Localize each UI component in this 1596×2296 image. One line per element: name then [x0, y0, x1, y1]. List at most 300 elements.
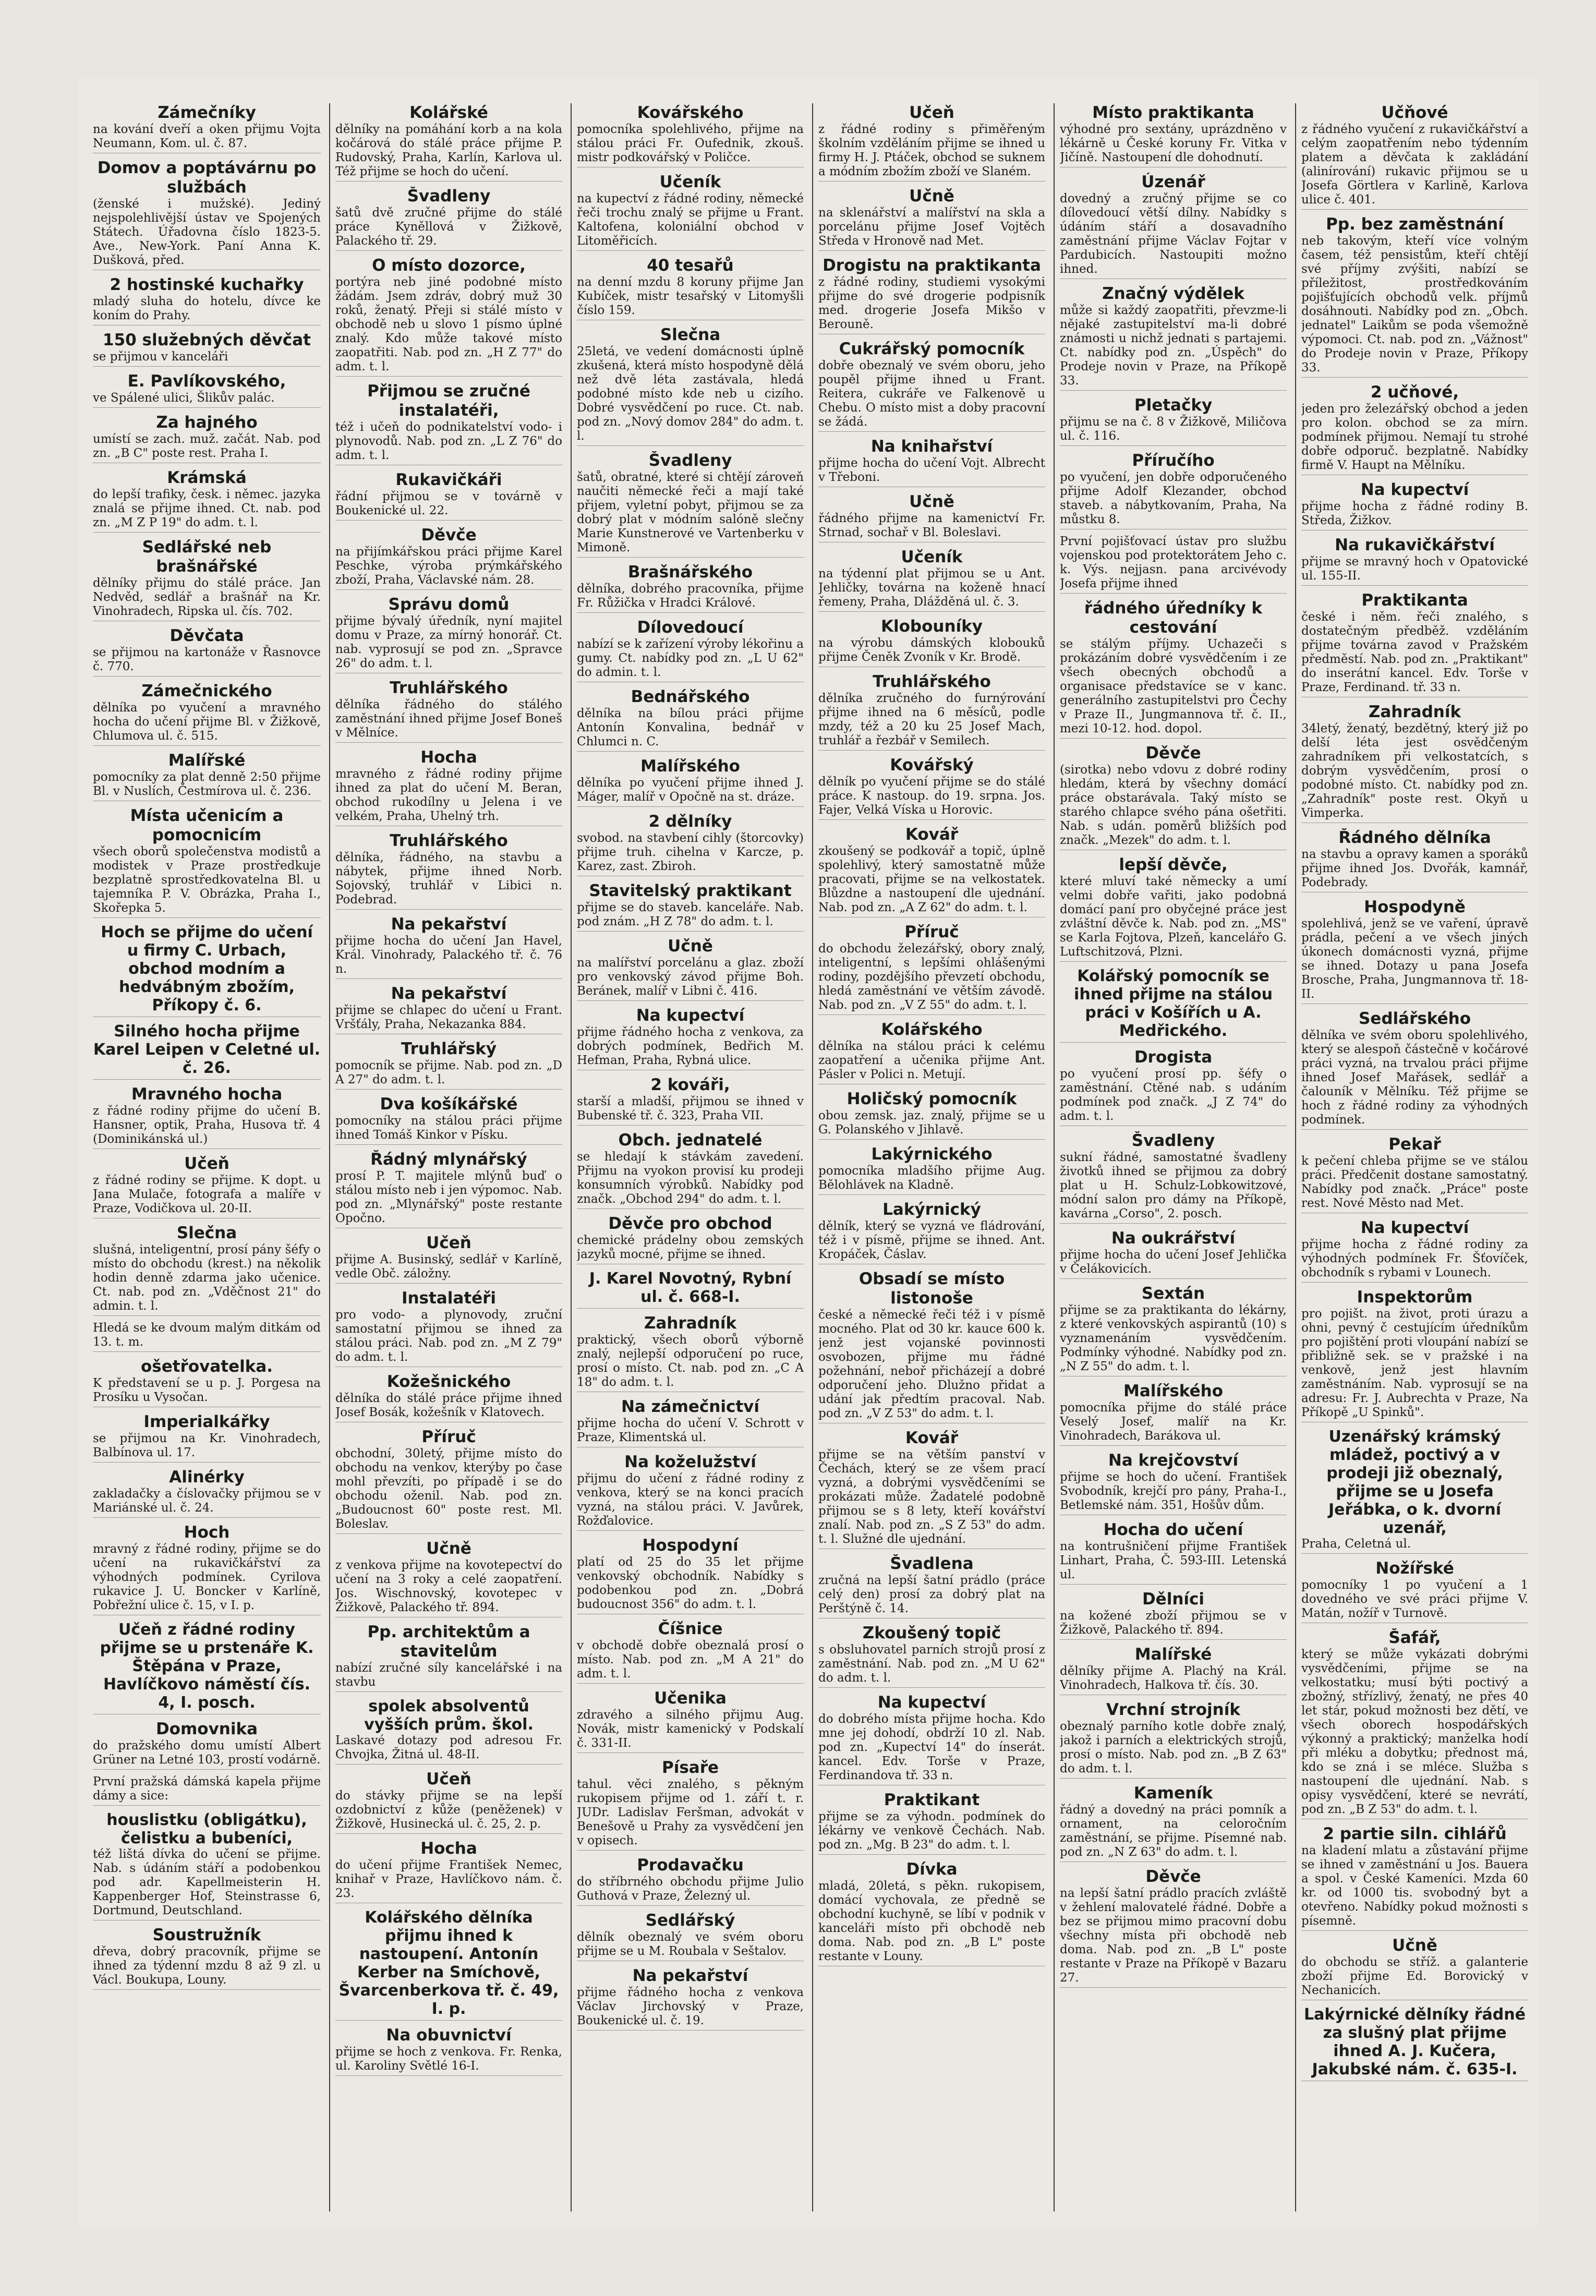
classified-ad: [1060, 451, 1287, 529]
ad-text: přijmu se na č. 8 v Žižkově, Miličova ul. č. 116.: [1060, 415, 1287, 443]
classified-ad: [335, 1150, 562, 1228]
ad-text: obou zemsk. jaz. znalý, přijme se u G. Polanského v Jihlavě.: [818, 1109, 1045, 1137]
ad-text: přijmu do učení z řádné rodiny z venkova, který se na konci pracích vyzná, na stálou práci. V. Javůrek, Rožďalovice.: [577, 1472, 804, 1528]
ad-text: dělníka, řádného, na stavbu a nábytek, přijme ihned Norb. Sojovský, truhlář v Libici n. Podebrad.: [335, 851, 562, 907]
ad-heading: Sextán: [1141, 1284, 1205, 1303]
ad-text: do učení přijme František Nemec, knihař v Praze, Havlíčkovo nám. č. 23.: [335, 1858, 562, 1900]
classified-ad: [818, 672, 1045, 751]
classified-ad: [1301, 2005, 1528, 2081]
ad-heading: Bednářského: [631, 687, 750, 706]
ad-text: umístí se zach. muž. začát. Nab. pod zn. „B C" poste rest. Praha I.: [93, 432, 321, 460]
ad-heading: Malířského: [640, 757, 740, 776]
ad-text: Praha, Celetná ul.: [1301, 1537, 1411, 1551]
ad-text: dělníka po vyučení a mravného hocha do učení přijme Bl. v Žižkově, Chlumova ul. č. 515.: [93, 701, 321, 743]
ad-heading: Zkoušený topič: [862, 1624, 1001, 1642]
classified-ad: [1060, 396, 1287, 446]
ad-heading: lepší děvče,: [1119, 855, 1228, 874]
ad-heading: Kožešnického: [386, 1372, 511, 1391]
classified-ad: [93, 1321, 321, 1352]
ad-text: dělníka zručného do furnýrování přijme ihned na 6 měsíců, podle mzdy, též a 20 ku 25 Josef Mach, truhlář a řezbář v Semilech.: [818, 692, 1045, 747]
ad-text: praktický, všech oborů výborně znalý, nejlepší odporučení po ruce, prosí o místo. Ct. nab. pod zn. „C A 18" do adm. t. l.: [577, 1333, 804, 1389]
ad-heading: Učeň: [184, 1154, 229, 1173]
classified-ad: [1301, 1288, 1528, 1422]
classified-ad: [1301, 1824, 1528, 1931]
classified-ad: [93, 1224, 321, 1316]
ad-heading: 40 tesařů: [647, 256, 734, 275]
classified-ad: [818, 187, 1045, 251]
ad-text: do dobrého místa přijme hocha. Kdo mne jej dohodí, obdrží 10 zl. Nab. pod zn. „Kupectví 14" do ínserát. kancel. Edv. Torše v Praze, Ferdinandova tř. 33 n.: [818, 1712, 1045, 1782]
ad-text: dobře obeznalý ve svém oboru, jeho poupěl přijme ihned u Frant. Reitera, cukráře ve Falkenově u Chebu. O místo mist a doby pracovní se žádá.: [818, 359, 1045, 429]
ad-text: zkoušený se podkovář a topič, úplně spolehlivý, který samostatně může pracovati, přijme se na velkostatek. Blůzdne a nastoupení dle ujednání. Nab. pod zn. „A Z 62" do adm. t. l.: [818, 844, 1045, 914]
classified-ad: [335, 470, 562, 521]
ad-text: přijme se za praktikanta do lékárny, z které venkovských aspirantů (10) s vyznamenáním vysvědčením. Podmínky výhodné. Nabídky pod zn. „N Z 55" do adm. t. l.: [1060, 1303, 1287, 1373]
ad-text: mladý sluha do hotelu, dívce ke koním do Prahy.: [93, 295, 321, 322]
classified-ad: [1060, 744, 1287, 850]
ad-column-5: [1054, 103, 1292, 2212]
ad-text: na sklenářství a malířství na skla a porcelánu přijme Josef Vojtěch Středa v Hronově nad Met.: [818, 206, 1045, 248]
ad-heading: Písaře: [661, 1758, 719, 1777]
classified-ad: [335, 984, 562, 1034]
classified-ad: [577, 618, 804, 682]
classified-ad: [818, 1624, 1045, 1688]
classified-ad: [93, 1468, 321, 1518]
ad-text: do obchodu železářský, obory znalý, inteligentní, s lepšími ohlášenými rodiny, pozdějšího převzetí obchodu, hledá zaměstnání ve větším závodě. Nab. pod zn. „V Z 55" do adm. t. l.: [818, 942, 1045, 1012]
ad-text: První pražská dámská kapela přijme dámy a sice:: [93, 1775, 321, 1803]
ad-text: do stávky přijme se na lepší ozdobnictví z kůže (peněženek) v Žižkově, Husinecká ul. č. 25, 2. p.: [335, 1789, 562, 1831]
ad-text: do lepší trafiky, česk. i němec. jazyka znalá se přijme ihned. Ct. nab. pod zn. „M Z P 19" do adm. t. l.: [93, 488, 321, 529]
ad-heading: Prodavačku: [637, 1856, 744, 1875]
classified-ad: [818, 1090, 1045, 1140]
ad-text: přijme hocha do učení Vojt. Albrecht v Třeboni.: [818, 456, 1045, 484]
classified-ad: [577, 1911, 804, 1961]
classified-ad: [818, 1200, 1045, 1264]
newspaper-page: [78, 78, 1539, 2227]
classified-ad: [335, 382, 562, 465]
ad-text: přijme hocha z řádné rodiny B. Středa, Žižkov.: [1301, 500, 1528, 527]
ad-heading: Značný výdělek: [1102, 284, 1244, 303]
ad-heading: Uzenářský krámský mládež, poctivý a v prodeji již obeznalý, přijme se u Josefa Jeřábka, o k. dvorní uzenář,: [1326, 1428, 1503, 1537]
ad-text: dělníka řádného do stálého zaměstnání ihned přijme Josef Boneš v Mělníce.: [335, 698, 562, 740]
ad-heading: E. Pavlíkovského,: [127, 372, 286, 391]
ad-heading: houslistku (obligátku), čelistku a bubeníci,: [106, 1811, 307, 1847]
ad-heading: Inspektorům: [1357, 1288, 1473, 1307]
ad-text: přijme se za výhodn. podmínek do lékárny ve venkově Čechách. Nab. pod zn. „Mg. B 23" do adm. t. l.: [818, 1810, 1045, 1852]
ad-heading: Učně: [426, 1539, 471, 1558]
ad-text: z řádné rodiny, studiemi vysokými přijme do své drogerie podpisník med. drogerie Josefa Mikšo v Berouně.: [818, 275, 1045, 331]
classified-ad: [335, 526, 562, 590]
ad-heading: Obch. jednatelé: [618, 1131, 763, 1150]
classified-ad: [818, 756, 1045, 820]
ad-text: Laskavé dotazy pod adresou Fr. Chvojka, Žitná ul. 48-II.: [335, 1734, 562, 1761]
ad-text: v obchodě dobře obeznalá prosí o místo. Nab. pod zn. „M A 21" do adm. t. l.: [577, 1639, 804, 1681]
classified-ad: [577, 1131, 804, 1209]
classified-ad: [335, 679, 562, 743]
ad-text: pomocníka spolehlivého, přijme na stálou práci Fr. Oufednik, zkouš. mistr podkovářský v Poličce.: [577, 123, 804, 164]
classified-ad: [1301, 1428, 1528, 1554]
ad-heading: Brašnářského: [627, 563, 753, 582]
classified-ad: [577, 173, 804, 251]
ad-text: řádní přijmou se v továrně v Boukenické ul. 22.: [335, 490, 562, 517]
classified-ad: [335, 1839, 562, 1903]
ad-text: na přijímkářskou práci přijme Karel Peschke, výroba prýmkářského zboží, Praha, Václavské nám. 28.: [335, 545, 562, 587]
ad-text: Hledá se ke dvoum malým ditkám od 13. t. m.: [93, 1321, 321, 1349]
ad-text: pomocníky za plat denně 2:50 přijme Bl. v Nuslích, Čestmírova ul. č. 236.: [93, 770, 321, 798]
ad-text: pomocníka přijme do stálé práce Veselý Josef, malíř na Kr. Vinohradech, Barákova ul.: [1060, 1401, 1287, 1443]
ad-heading: 2 učňové,: [1370, 383, 1459, 402]
ad-heading: Na krejčovství: [1108, 1451, 1239, 1470]
classified-ad: [577, 1076, 804, 1126]
ad-heading: Učeň: [426, 1234, 471, 1252]
ad-text: do pražského domu umístí Albert Grüner na Letné 103, prostí vodárně.: [93, 1739, 321, 1767]
ad-column-3: [571, 103, 809, 2212]
ad-heading: Stavitelský praktikant: [589, 881, 792, 900]
ad-text: obchodní, 30letý, přijme místo do obchodu na venkov, kterýby po čase mohl převzíti, po případě i se do obchodu oženil. Nab. pod zn. „Budoucnost 60" poste rest. Ml. Boleslav.: [335, 1447, 562, 1531]
classified-ad: [577, 1620, 804, 1684]
ad-heading: Vrchní strojník: [1106, 1700, 1240, 1719]
classified-ad: [818, 617, 1045, 667]
ad-heading: Sedlářský: [645, 1911, 735, 1930]
ad-heading: Lakýrnického: [871, 1145, 993, 1164]
classified-ad: [1060, 1867, 1287, 1988]
ad-text: přijme A. Businský, sedlář v Karlíně, vedle Obč. záložny.: [335, 1253, 562, 1280]
ad-text: řádného přijme na kamenictví Fr. Strnad, sochař v Bl. Boleslavi.: [818, 512, 1045, 539]
ad-heading: Soustružník: [152, 1926, 261, 1944]
ad-text: zručná na lepší šatní prádlo (práce celý den) prosí za dobrý plat na Perštýně č. 14.: [818, 1574, 1045, 1615]
ad-heading: Rukavičkáři: [395, 470, 502, 489]
ad-heading: Pekař: [1388, 1135, 1441, 1154]
ad-text: na kožené zboží přijmou se v Žižkově, Palackého tř. 894.: [1060, 1609, 1287, 1637]
ad-heading: Kolářský pomocník se ihned přijme na stálou práci v Košířích u A. Medřického.: [1074, 967, 1273, 1040]
classified-ad: [335, 1770, 562, 1834]
ad-text: slušná, inteligentní, prosí pány šéfy o místo do obchodu (krest.) na několik hodin denně zdarma jako učenice. Ct. nab. pod zn. „Vděčnost 21" do admin. t. l.: [93, 1243, 321, 1313]
ad-text: na denní mzdu 8 koruny přijme Jan Kubíček, mistr tesařský v Litomyšli číslo 159.: [577, 275, 804, 317]
ad-text: nabízí zručné síly kancelářské i na stavbu: [335, 1661, 562, 1689]
ad-heading: Na kupectví: [636, 1006, 745, 1025]
ad-heading: Domovnika: [155, 1720, 258, 1738]
ad-heading: Příručího: [1132, 451, 1215, 470]
classified-ad: [335, 1697, 562, 1765]
classified-ad: [1060, 1284, 1287, 1376]
ad-heading: Děvče: [421, 526, 477, 545]
classified-ad: [1301, 215, 1528, 378]
ad-heading: Kovář: [905, 1429, 959, 1447]
classified-ad: [577, 1397, 804, 1447]
ad-text: z řádné rodiny se přijme. K dopt. u Jana Mulače, fotografa a malíře v Praze, Vodičkova ul. 20-II.: [93, 1174, 321, 1215]
ad-heading: Hospodyní: [642, 1536, 739, 1555]
classified-ad: [93, 626, 321, 676]
ad-text: pomocníky 1 po vyučení a 1 dovedného ve své práci přijme V. Matán, nožíř v Turnově.: [1301, 1578, 1528, 1620]
ad-heading: Příruč: [904, 923, 959, 941]
ad-heading: Děvčata: [170, 626, 244, 645]
ad-heading: Dívka: [906, 1860, 958, 1879]
classified-ad: [1060, 1048, 1287, 1126]
classified-ad: [577, 103, 804, 167]
ad-text: zakladačky a číslovačky přijmou se v Mariánské ul. č. 24.: [93, 1487, 321, 1515]
classified-ad: [1060, 1784, 1287, 1862]
ad-heading: Klobouníky: [880, 617, 983, 636]
ad-text: se přijmou v kanceláři: [93, 350, 228, 364]
ad-heading: Krámská: [167, 468, 247, 487]
classified-ad: [1301, 1135, 1528, 1213]
ad-text: mravného z řádné rodiny přijme ihned za plat do učení M. Beran, obchod rukodílny u Jelena i ve velkém, Praha, Uhelný trh.: [335, 767, 562, 823]
ad-heading: Místa učenicím a pomocnicím: [130, 806, 284, 844]
ad-heading: Na pekařství: [632, 1966, 748, 1985]
ad-heading: Švadleny: [1131, 1131, 1215, 1150]
ad-text: sukní řádné, samostatné švadleny životků ihned se přijmou za dobrý plat u H. Schulz-Lobkowitzové, módní salon pro dámy na Příkopě, kavárna „Corso", 2. posch.: [1060, 1151, 1287, 1220]
ad-text: z řádné rodiny s přiměřeným školním vzděláním přijme se ihned u firmy H. J. Ptáček, obchod se suknem a módním zbožím zboží ve Slaném.: [818, 123, 1045, 178]
ad-heading: spolek absolventů vyšších prům. škol.: [364, 1697, 534, 1734]
ad-heading: Praktikant: [884, 1791, 980, 1809]
ad-heading: Zahradník: [1368, 703, 1461, 721]
ad-text: dovedný a zručný přijme se co dílovedoucí větší dílny. Nabídky s údáním stáří a dosavadního zaměstnání přijme Václav Fojtar v Pardubicích. Nastoupiti možno ihned.: [1060, 192, 1287, 276]
classified-ad: [577, 1758, 804, 1851]
classified-ad: [1060, 284, 1287, 391]
ad-heading: Kovářského: [637, 103, 744, 122]
ad-heading: Malířského: [1123, 1382, 1223, 1400]
ad-heading: Řádného dělníka: [1338, 828, 1491, 847]
ad-heading: Cukrářský pomocník: [839, 340, 1025, 358]
classified-ad: [577, 1314, 804, 1392]
classified-ad: [1301, 103, 1528, 210]
classified-ad: [335, 595, 562, 673]
ad-text: První pojišťovací ústav pro službu vojenskou pod protektorátem Jeho c. k. Výs. nejjasn. pana arcivévody Josefa přijme ihned: [1060, 535, 1287, 590]
ad-column-1: [88, 103, 326, 2212]
ad-heading: Lakýrnický: [882, 1200, 981, 1219]
ad-heading: Imperialkářky: [143, 1412, 270, 1431]
classified-ad: [335, 256, 562, 377]
classified-ad: [335, 1040, 562, 1090]
classified-ad: [93, 372, 321, 408]
ad-text: k pečení chleba přijme se ve stálou práci. Předčenit dostane samostatný. Nabídky pod značk. „Práce" poste rest. Nové Město nad Met.: [1301, 1154, 1528, 1210]
classified-columns: [88, 103, 1533, 2212]
ad-text: na malířství porcelánu a glaz. zboží pro venkovský závod přijme Boh. Beránek, malíř v Libni č. 416.: [577, 956, 804, 998]
classified-ad: [1060, 1451, 1287, 1515]
ad-heading: Na koželužství: [624, 1453, 756, 1471]
ad-heading: Číšnice: [658, 1620, 723, 1638]
ad-text: K představení se u p. J. Porgesa na Prosíku u Vysočan.: [93, 1376, 321, 1404]
ad-heading: Instalatéři: [401, 1289, 497, 1308]
ad-text: dělníky přijmu do stálé práce. Jan Nedvěd, sedlář a brašnář na Kr. Vinohradech, Ripska ul. čís. 702.: [93, 576, 321, 618]
ad-text: přijme řádného hocha z venkova, za dobrých podmínek, Bedřich M. Hefman, Praha, Rybná ulice.: [577, 1025, 804, 1067]
classified-ad: [1301, 1559, 1528, 1623]
ad-text: pro pojišt. na život, proti úrazu a ohni, pevný č cestujícím úředníkům pro pojištění proti vloupání nabízí se přibližně sek. se v pražské i na venkově, jenž jest hlavním zaměstnáním. Nab. vyprosují se na adresu: Fr. J. Aubrechta v Praze, Na Příkopě „U Spinků".: [1301, 1307, 1528, 1419]
classified-ad: [1301, 703, 1528, 823]
classified-ad: [93, 1811, 321, 1920]
ad-heading: Děvče pro obchod: [608, 1214, 772, 1233]
classified-ad: [93, 331, 321, 367]
ad-heading: Hospodyně: [1364, 898, 1466, 916]
classified-ad: [1060, 1382, 1287, 1446]
classified-ad: [1060, 535, 1287, 594]
ad-heading: Slečna: [176, 1224, 237, 1242]
ad-text: na kladení mlatu a zůstavání přijme se ihned v zaměstnání u Jos. Bauera a spol. v České Kameníci. Mzda 60 kr. od 1000 tis. svobodný byt a otevřeno. Nabídky pokud možnosti s písemně.: [1301, 1844, 1528, 1928]
ad-heading: Na zámečnictví: [621, 1397, 760, 1416]
ad-heading: Nožířské: [1375, 1559, 1454, 1578]
ad-text: na kupectví z řádné rodiny, německé řeči trochu znalý se přijme u Frant. Kaltofena, koloniální obchod v Litoměřicích.: [577, 192, 804, 248]
classified-ad: [93, 1775, 321, 1806]
ad-heading: Přijmou se zručné instalatéři,: [367, 382, 530, 420]
ad-text: též i učeň do podnikatelství vodo- i plynovodů. Nab. pod zn. „L Z 76" do adm. t. l.: [335, 420, 562, 462]
ad-text: do stříbrného obchodu přijme Julio Guthová v Praze, Železný ul.: [577, 1875, 804, 1903]
ad-text: nabízí se k zařízení výroby lékořinu a gumy. Ct. nabídky pod zn. „L U 62" do admin. t. l.: [577, 637, 804, 679]
ad-text: dělníky přijme A. Plachý na Král. Vinohradech, Halkova tř. čís. 30.: [1060, 1664, 1287, 1692]
ad-heading: Učeník: [659, 173, 721, 191]
ad-heading: Pletačky: [1134, 396, 1213, 415]
ad-text: chemické prádelny obou zemských jazyků mocné, přijme se ihned.: [577, 1234, 804, 1261]
ad-text: dělníka po vyučení přijme ihned J. Máger, malíř v Opočně na st. dráze.: [577, 776, 804, 804]
classified-ad: [93, 1412, 321, 1463]
classified-ad: [818, 923, 1045, 1015]
ad-text: portýra neb jiné podobné místo žádám. Jsem zdráv, dobrý muž 30 roků, ženatý. Přeji si stálé místo v obchodě neb u slovo 1 písmo úplné znalý. Kdo může takové místo zaopatřiti. Nab. pod zn. „H Z 77" do adm. t. l.: [335, 275, 562, 373]
ad-text: které mluví také německy a umí velmi dobře vařiti, jako podobná domácí paní pro obyčejné práce jest zvláštní děvče k. Nab. pod zn. „MS" se Karla Fojtova, Plzeň, kancelářo G. Luftschitzová, Plzni.: [1060, 875, 1287, 959]
ad-text: na výrobu dámských klobouků přijme Čeněk Zvoník v Kr. Brodě.: [818, 636, 1045, 664]
classified-ad: [577, 1214, 804, 1264]
ad-heading: Zámečníky: [158, 103, 256, 122]
ad-text: může si každý zaopatřiti, převzme-li nějaké zastupitelství ma-li dobré známosti u nichž jednati s partajemi. Ct. nabídky pod zn. „Úspěch" do Prodeje novin v Praze, na Příkopě 33.: [1060, 304, 1287, 388]
ad-text: po vyučení prosí pp. šéfy o zaměstnání. Ctěné nab. s udáním podmínek pod značk. „J Z 74" do adm. t. l.: [1060, 1067, 1287, 1123]
ad-text: přijme hocha z řádné rodiny za výhodných podmínek Fr. Šťovíček, obchodník s rybami v Lounech.: [1301, 1238, 1528, 1279]
classified-ad: [577, 937, 804, 1001]
classified-ad: [577, 451, 804, 558]
classified-ad: [1301, 1009, 1528, 1130]
ad-heading: řádného úředníky k cestování: [1084, 599, 1263, 637]
ad-text: přijme hocha do učení Josef Jehlička v Čelákovicích.: [1060, 1248, 1287, 1276]
classified-ad: [577, 256, 804, 320]
classified-ad: [1301, 1628, 1528, 1819]
ad-heading: Švadlena: [890, 1554, 974, 1573]
classified-ad: [335, 187, 562, 251]
ad-heading: Děvče: [1145, 744, 1201, 763]
ad-heading: Šafář,: [1388, 1628, 1441, 1647]
classified-ad: [335, 1095, 562, 1145]
classified-ad: [335, 1372, 562, 1422]
ad-heading: Učně: [668, 937, 713, 956]
ad-text: po vyučení, jen dobře odporučeného přijme Adolf Klezander, obchod staveb. a nábytkovaním, Praha, Na můstku 8.: [1060, 470, 1287, 526]
classified-ad: [93, 275, 321, 325]
ad-text: přijme se hoch z venkova. Fr. Renka, ul. Karoliny Světlé 16-I.: [335, 2045, 562, 2073]
ad-text: přijme řádného hocha z venkova Václav Jirchovský v Praze, Boukenické ul. č. 19.: [577, 1986, 804, 2027]
ad-text: přijme hocha do učení V. Schrott v Praze, Klimentská ul.: [577, 1417, 804, 1444]
ad-text: starší a mladší, přijmou se ihned v Bubenské tř. č. 323, Praha VII.: [577, 1095, 804, 1122]
ad-heading: Dílovedoucí: [637, 618, 744, 637]
ad-heading: Malířské: [168, 751, 246, 770]
classified-ad: [1301, 536, 1528, 586]
ad-heading: Alinérky: [169, 1468, 245, 1487]
ad-text: pomocníka mladšího přijme Aug. Bělohlávek na Kladně.: [818, 1164, 1045, 1192]
classified-ad: [577, 757, 804, 807]
ad-text: do obchodu se stříž. a galanterie zboží přijme Ed. Borovický v Nechanicích.: [1301, 1955, 1528, 1997]
ad-text: 34letý, ženatý, bezdětný, který již po delší léta jest osvědčeným zahradníkem při velkostatcích, s dobrým vysvědčením, prosí o podobné místo. Ct. nabídky pod zn. „Zahradník" poste rest. Okyň u Vimperka.: [1301, 722, 1528, 820]
classified-ad: [818, 548, 1045, 612]
ad-heading: Mravného hocha: [131, 1085, 283, 1104]
ad-heading: Na pekařství: [391, 984, 507, 1003]
ad-text: mravný z řádné rodiny, přijme se do učení na rukavičkářství za výhodných podmínek. Cyrilova rukavice J. U. Boncker v Karlíně, Pobřežní ulice č. 15, v I. p.: [93, 1542, 321, 1612]
classified-ad: [577, 1453, 804, 1531]
ad-heading: Na obuvnictví: [386, 2026, 512, 2045]
ad-text: se přijmou na Kr. Vinohradech, Balbínova ul. 17.: [93, 1432, 321, 1459]
ad-text: s obsluhovatel parních strojů prosí z zaměstnání. Nab. pod zn. „M U 62" do adm. t. l.: [818, 1643, 1045, 1685]
ad-heading: Učeník: [901, 548, 963, 566]
ad-text: neb takovým, kteří více volným časem, též pensistům, kteří chtějí své příjmy zvýšiti, nabízí se příležitost, prostředkováním pojišťujících obchodů velk. příjmů dosáhnouti. Nabídky pod zn. „Obch. jednatel" Laikům se poda všemožně výpomoci. Ct. nab. pod zn. „Vážnost" do Prodeje novin v Praze, Příkopy 33.: [1301, 234, 1528, 374]
ad-text: pomocník se přijme. Nab. pod zn. „D A 27" do adm. t. l.: [335, 1059, 562, 1086]
ad-heading: Holičský pomocník: [847, 1090, 1017, 1108]
ad-text: který se může vykázati dobrými vysvědčeními, přijme se na velkostatku; musí býti poctivý a zbožný, střízlivý, ženatý, ne přes 40 let stár, pokud možnosti bez dětí, ve všech oborech hospodářských výkonný a praktický; manželka hodí při mléku a dobytku; přednost má, kdo se zná i se mléce. Služba s nastoupení dle ujednání. Nab. s opisy vysvědčení, které se nevrátí, pod zn. „B Z 53" do adm. t. l.: [1301, 1648, 1528, 1816]
ad-text: na lepší šatní prádlo pracích zvláště v žehlení malovatelé řádné. Dobře a bez se přijmou mimo pracovní dobu všechny místa při obchodě neb doma. Nab. pod zn. „B L" poste restante v Praze na Příkopě v Bazaru 27.: [1060, 1887, 1287, 1985]
classified-ad: [93, 103, 321, 153]
ad-heading: Kolářské: [409, 103, 488, 122]
ad-heading: Za hajného: [156, 413, 258, 432]
ad-text: z řádného vyučení z rukavičkářství a celým zaopatřením nebo týdenním platem a děvčata k zakládání (alinírování) rukavic přijmou se u Josefa Görtlera v Karlině, Karlova ulice č. 401.: [1301, 123, 1528, 207]
classified-ad: [93, 1523, 321, 1615]
ad-heading: Drogista: [1134, 1048, 1213, 1067]
ad-heading: J. Karel Novotný, Rybní ul. č. 668-I.: [589, 1270, 792, 1306]
classified-ad: [1301, 383, 1528, 475]
ad-heading: Slečna: [660, 325, 721, 344]
ad-heading: Učeň z řádné rodiny přijme se u prstenáře K. Štěpána v Praze, Havlíčkovo náměstí čís. 4, I. posch.: [100, 1621, 314, 1712]
ad-text: české i něm. řeči znalého, s dostatečným předběž. vzděláním přijme továrna zavod v Pražském předměstí. Nab. pod zn. „Praktikant" do inserátní kancel. Edv. Torše v Praze, Ferdinand. tř. 33 n.: [1301, 610, 1528, 694]
classified-ad: [1060, 173, 1287, 279]
classified-ad: [1060, 599, 1287, 739]
classified-ad: [1301, 480, 1528, 530]
classified-ad: [1301, 1936, 1528, 2000]
ad-text: na týdenní plat přijmou se u Ant. Jehličky, továrna na koženě hnací řemeny, Praha, Dlážděná ul. č. 3.: [818, 567, 1045, 609]
classified-ad: [335, 1289, 562, 1367]
ad-heading: Na pekařství: [391, 915, 507, 934]
classified-ad: [818, 492, 1045, 542]
classified-ad: [93, 1357, 321, 1407]
ad-text: ve Spálené ulici, Šlikův palác.: [93, 391, 275, 405]
ad-heading: Učně: [1392, 1936, 1437, 1955]
classified-ad: [93, 1621, 321, 1714]
classified-ad: [93, 468, 321, 533]
ad-text: dělníka na bílou práci přijme Antonín Konvalina, bednář v Chlumci n. C.: [577, 707, 804, 748]
ad-heading: Děvče: [1145, 1867, 1201, 1886]
ad-heading: Hoch se přijme do učení u firmy C. Urbach, obchod modním a hedvábným zbožím, Příkopy č. 6.: [101, 923, 313, 1014]
ad-heading: Na kupectví: [1360, 1218, 1469, 1237]
classified-ad: [335, 831, 562, 910]
ad-heading: Zahradník: [644, 1314, 737, 1333]
ad-heading: Hoch: [184, 1523, 230, 1542]
ad-text: z venkova přijme na kovotepectví do učení na 3 roky a celé zaopatření. Jos. Wischnovský, kovotepec v Žižkově, Palackého tř. 894.: [335, 1558, 562, 1614]
ad-column-4: [812, 103, 1050, 2212]
ad-text: z řádné rodiny přijme do učení B. Hansner, optik, Praha, Husova tř. 4 (Dominikánská ul.): [93, 1104, 321, 1146]
ad-heading: Správu domů: [388, 595, 510, 614]
classified-ad: [577, 687, 804, 752]
ad-column-6: [1295, 103, 1533, 2212]
classified-ad: [577, 1856, 804, 1906]
ad-heading: Úzenář: [1141, 173, 1205, 191]
classified-ad: [1060, 1590, 1287, 1640]
ad-text: všech oborů společenstva modistů a modistek v Praze prostředkuje bezplatně sprostředkovatelna Bl. u tajemníka P. V. Obrázka, Praha I., Skořepka 5.: [93, 845, 321, 915]
classified-ad: [1060, 855, 1287, 962]
ad-text: zdravého a silného přijmu Aug. Novák, mistr kamenický v Podskalí č. 331-II.: [577, 1708, 804, 1750]
classified-ad: [818, 1020, 1045, 1084]
ad-heading: O místo dozorce,: [372, 256, 526, 275]
ad-text: pro vodo- a plynovody, zruční samostatní přijmou se ihned za stálou práci. Nab. pod zn. „M Z 79" do adm. t. l.: [335, 1308, 562, 1364]
classified-ad: [818, 1693, 1045, 1785]
classified-ad: [577, 1536, 804, 1614]
ad-text: české a německé řeči též i v písmě mocného. Plat od 30 kr. kauce 600 k. jenž jest vojanské povinnosti osvobozen, přijme mu řádné požehnání, neboř přicházejí a dobré odporučení jeho. Dlužno přidat a udání jak předtím pracoval. Nab. pod zn. „V Z 53" do adm. t. l.: [818, 1308, 1045, 1420]
classified-ad: [1301, 1218, 1528, 1283]
ad-text: prosí P. T. majitele mlýnů buď o stálou místo neb i jen výpomoc. Nab. pod zn. „Mlynářský" poste restante Opočno.: [335, 1169, 562, 1225]
ad-heading: Truhlářského: [390, 679, 508, 697]
ad-text: spolehlivá, jenž se ve vaření, úpravě prádla, pečení a ve všech jiných úkonech domácnosti vyzná, přijme se ihned. Dotazy u pana Josefa Brosche, Praha, Jungmannova tř. 18-II.: [1301, 917, 1528, 1001]
ad-heading: 2 hostinské kuchařky: [110, 275, 304, 294]
classified-ad: [93, 923, 321, 1017]
ad-heading: Truhlářský: [401, 1040, 497, 1058]
classified-ad: [577, 1270, 804, 1309]
ad-text: dělníky na pomáhání korb a na kola kočárová do stálé práce přijme P. Rudovský, Praha, Karlín, Karlova ul. Též přijme se hoch do učení.: [335, 123, 562, 178]
